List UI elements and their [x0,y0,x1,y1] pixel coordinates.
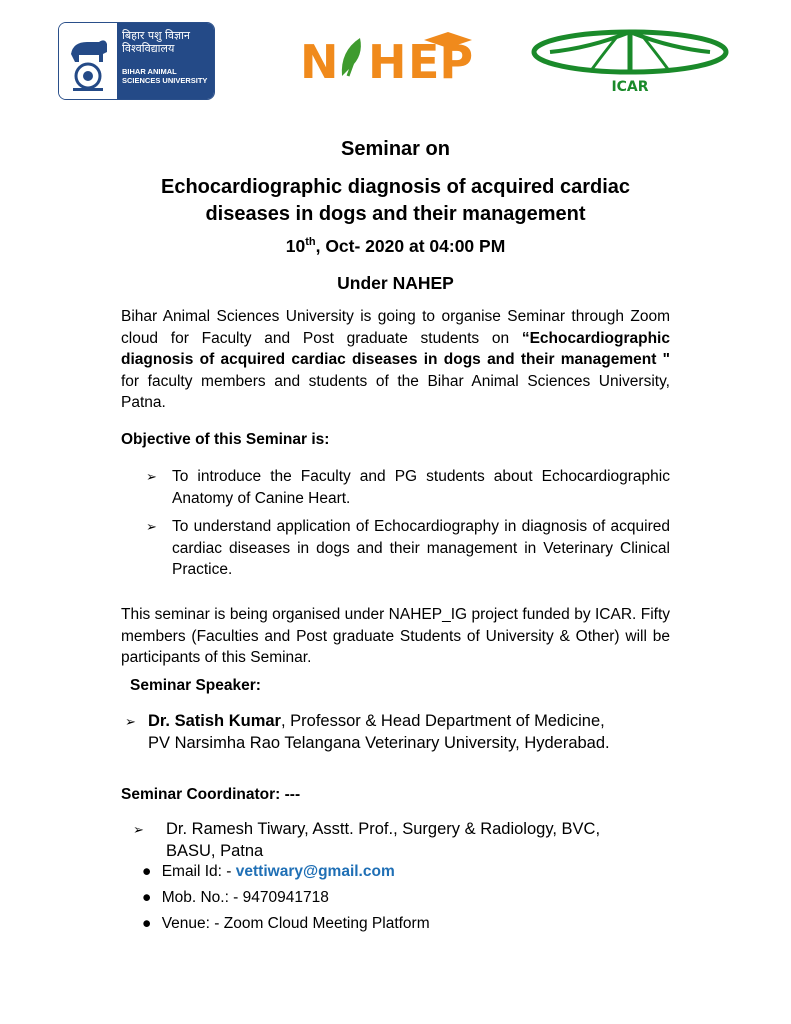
date-sup: th [305,236,316,249]
emblem-icon [59,23,117,99]
bullet-dot-icon: ● [142,915,152,932]
email-line [142,863,395,881]
seminar-heading: Seminar on [341,138,450,160]
arrow-bullet-icon: ➢ [146,469,157,484]
seminar-title-line1: Echocardiographic diagnosis of acquired cardiac [160,176,630,198]
basu-english-name: BIHAR ANIMAL SCIENCES UNIVERSITY [122,67,208,85]
email-link[interactable]: vettiwary@gmail.com [235,863,395,880]
coordinator-heading: Seminar Coordinator: --- [121,786,301,803]
svg-text:H: H [368,35,407,86]
intro-text-1: Bihar Animal Sciences University is going to organise Seminar through Zoom cloud for Faculty and Post graduate students on [121,308,670,347]
objective-item-1 [148,466,670,509]
seminar-title [0,174,791,228]
email-label: Email Id: - [161,863,236,880]
svg-text:ICAR: ICAR [611,79,649,95]
venue-line [142,915,430,933]
coordinator-name-line2: BASU, Patna [166,842,264,860]
basu-text-block [117,23,214,99]
arrow-bullet-icon: ➢ [133,822,144,837]
seminar-title-line2: diseases in dogs and their management [205,203,586,225]
speaker-heading: Seminar Speaker: [130,677,261,694]
objective-item-1-text: To introduce the Faculty and PG students about Echocardiographic Anatomy of Canine Heart. [172,468,670,507]
basu-hindi-line2: विश्वविद्यालय [122,42,175,55]
coordinator-entry [133,818,678,862]
seminar-date [0,236,791,257]
svg-text:N: N [300,35,339,86]
intro-paragraph [121,306,670,414]
svg-text:EP: EP [408,35,474,86]
date-day: 10 [285,236,306,256]
intro-bold-title: “Echocardiographic diagnosis of acquired cardiac diseases in dogs and their management " [121,329,670,369]
speaker-detail: , Professor & Head Department of Medicine, [280,712,605,730]
speaker-entry [125,710,685,754]
under-nahep: Under NAHEP [337,273,454,293]
icar-logo [530,28,730,96]
intro-text-2: for faculty members and students of the Bihar Animal Sciences University, Patna. [121,372,670,412]
mobile-line [142,889,329,907]
bullet-dot-icon: ● [142,863,152,880]
objective-heading: Objective of this Seminar is: [121,431,330,448]
basu-logo [58,22,215,100]
nahep-logo [300,26,500,86]
arrow-bullet-icon: ➢ [125,714,136,729]
speaker-name: Dr. Satish Kumar [148,712,281,730]
arrow-bullet-icon: ➢ [146,519,157,534]
venue-text: Venue: - Zoom Cloud Meeting Platform [161,915,430,932]
coordinator-name-line1: Dr. Ramesh Tiwary, Asstt. Prof., Surgery & Radiology, BVC, [166,820,601,838]
objective-item-2-text: To understand application of Echocardiography in diagnosis of acquired cardiac diseases in dogs and their management in Veterinary Clinical Practice. [172,518,670,579]
mobile-number: Mob. No.: - 9470941718 [161,889,329,906]
bullet-dot-icon: ● [142,889,152,906]
speaker-university: PV Narsimha Rao Telangana Veterinary University, Hyderabad. [148,734,610,752]
basu-hindi-line1: बिहार पशु विज्ञान [122,29,191,42]
funding-paragraph: This seminar is being organised under NAHEP_IG project funded by ICAR. Fifty members (Faculties and Post graduate Students of University & Other) will be participants of this Seminar. [121,606,670,667]
objective-item-2 [148,516,670,581]
date-rest: , Oct- 2020 at 04:00 PM [315,236,506,256]
